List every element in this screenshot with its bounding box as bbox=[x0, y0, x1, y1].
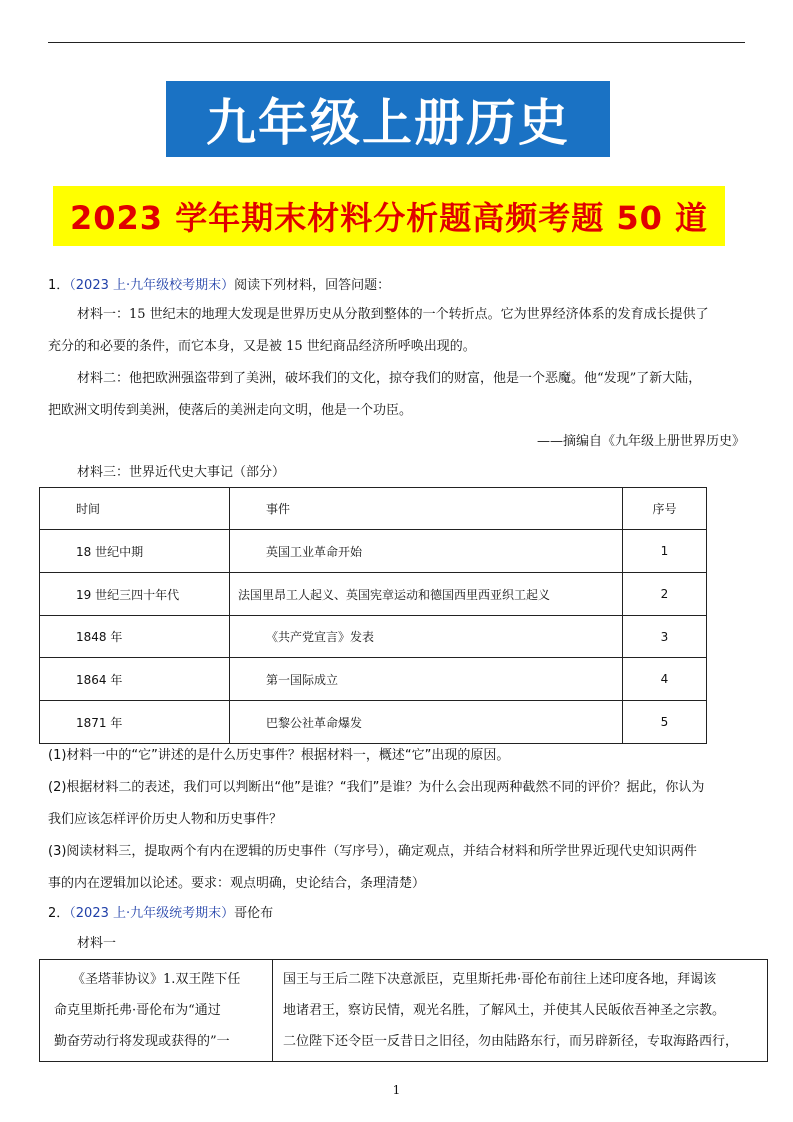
table-row bbox=[40, 701, 707, 744]
q1-number: 1． bbox=[48, 278, 70, 293]
table-cell-index: 1 bbox=[623, 530, 707, 573]
q1-header bbox=[48, 277, 390, 295]
q2-box-left bbox=[40, 960, 273, 1062]
q1-material3-label: 材料三：世界近代史大事记（部分） bbox=[77, 465, 286, 480]
q1-material2-line2: 把欧洲文明传到美洲，使落后的美洲走向文明，他是一个功臣。 bbox=[48, 403, 413, 418]
q1-subquestion-1: (1)材料一中的“它”讲述的是什么历史事件？根据材料一，概述“它”出现的原因。 bbox=[48, 748, 510, 763]
q1-prompt: 阅读下列材料，回答问题： bbox=[234, 278, 391, 293]
q2-material-box bbox=[39, 959, 768, 1062]
title-banner bbox=[166, 81, 610, 157]
q1-material2-line1: 材料二：他把欧洲强盗带到了美洲，破坏我们的文化，掠夺我们的财富，他是一个恶魔。他“发现”了新大陆， bbox=[77, 371, 702, 386]
table-cell-time: 1864 年 bbox=[40, 658, 230, 701]
q2-number: 2． bbox=[48, 906, 70, 921]
q2-box-right bbox=[273, 960, 768, 1062]
q2-material1-label: 材料一 bbox=[77, 936, 117, 951]
table-cell-index: 4 bbox=[623, 658, 707, 701]
table-row bbox=[40, 658, 707, 701]
page-title: 九年级上册历史 bbox=[206, 94, 570, 152]
table-cell-time: 1871 年 bbox=[40, 701, 230, 744]
table-cell-index: 3 bbox=[623, 616, 707, 658]
table-cell-time: 18 世纪中期 bbox=[40, 530, 230, 573]
table-header-event: 事件 bbox=[230, 488, 623, 530]
table-header-row bbox=[40, 488, 707, 530]
table-cell-time: 19 世纪三四十年代 bbox=[40, 573, 230, 616]
q1-citation: ——摘编自《九年级上册世界历史》 bbox=[536, 434, 745, 449]
q2-box-left-line: 勤奋劳动行将发现或获得的”一 bbox=[54, 1034, 230, 1049]
table-cell-index: 2 bbox=[623, 573, 707, 616]
table-cell-event: 巴黎公社革命爆发 bbox=[230, 701, 623, 744]
table-row bbox=[40, 616, 707, 658]
table-cell-event: 法国里昂工人起义、英国宪章运动和德国西里西亚织工起义 bbox=[230, 573, 623, 616]
q1-subquestion-2-line2: 我们应该怎样评价历史人物和历史事件？ bbox=[48, 812, 283, 827]
table-cell-time: 1848 年 bbox=[40, 616, 230, 658]
q2-box-left-line: 《圣塔菲协议》1.双王陛下任 bbox=[72, 972, 241, 987]
q2-source: （2023 上·九年级统考期末） bbox=[69, 906, 235, 921]
table-cell-index: 5 bbox=[623, 701, 707, 744]
q1-subquestion-2-line1: (2)根据材料二的表述，我们可以判断出“他”是谁？“我们”是谁？为什么会出现两种截然不同的评价？据此，你认为 bbox=[48, 780, 705, 795]
q1-subquestion-3-line2: 事的内在逻辑加以论述。要求：观点明确，史论结合，条理清楚） bbox=[48, 876, 426, 891]
table-cell-event: 第一国际成立 bbox=[230, 658, 623, 701]
table-header-index: 序号 bbox=[623, 488, 707, 530]
q1-events-table bbox=[39, 487, 707, 744]
q2-topic: 哥伦布 bbox=[234, 906, 274, 921]
q1-material1-line1: 材料一：15 世纪末的地理大发现是世界历史从分散到整体的一个转折点。它为世界经济体系的发育成长提供了 bbox=[77, 307, 709, 322]
q2-box-right-line: 二位陛下还令臣一反昔日之旧径，勿由陆路东行，而另辟新径，专取海路西行， bbox=[283, 1034, 739, 1049]
q2-box-right-line: 地诸君王，察访民情，观光名胜，了解风土，并使其人民皈依吾神圣之宗教。 bbox=[283, 1003, 726, 1018]
table-cell-event: 《共产党宣言》发表 bbox=[230, 616, 623, 658]
header-rule bbox=[48, 42, 745, 43]
table-row bbox=[40, 573, 707, 616]
q2-box-left-line: 命克里斯托弗·哥伦布为“通过 bbox=[54, 1003, 221, 1018]
subtitle-banner bbox=[53, 186, 725, 246]
q2-box-right-line: 国王与王后二陛下决意派臣，克里斯托弗·哥伦布前往上述印度各地，拜谒该 bbox=[283, 972, 717, 987]
q2-header bbox=[48, 905, 273, 923]
table-cell-event: 英国工业革命开始 bbox=[230, 530, 623, 573]
table-row bbox=[40, 530, 707, 573]
q1-subquestion-3-line1: (3)阅读材料三，提取两个有内在逻辑的历史事件（写序号），确定观点，并结合材料和所学世界近现代史知识两件 bbox=[48, 844, 697, 859]
page-number: 1 bbox=[392, 1083, 401, 1097]
page-subtitle: 2023 学年期末材料分析题高频考题 50 道 bbox=[69, 199, 709, 237]
q1-source: （2023 上·九年级校考期末） bbox=[69, 278, 235, 293]
table-header-time: 时间 bbox=[40, 488, 230, 530]
q1-material1-line2: 充分的和必要的条件，而它本身，又是被 15 世纪商品经济所呼唤出现的。 bbox=[48, 339, 476, 354]
